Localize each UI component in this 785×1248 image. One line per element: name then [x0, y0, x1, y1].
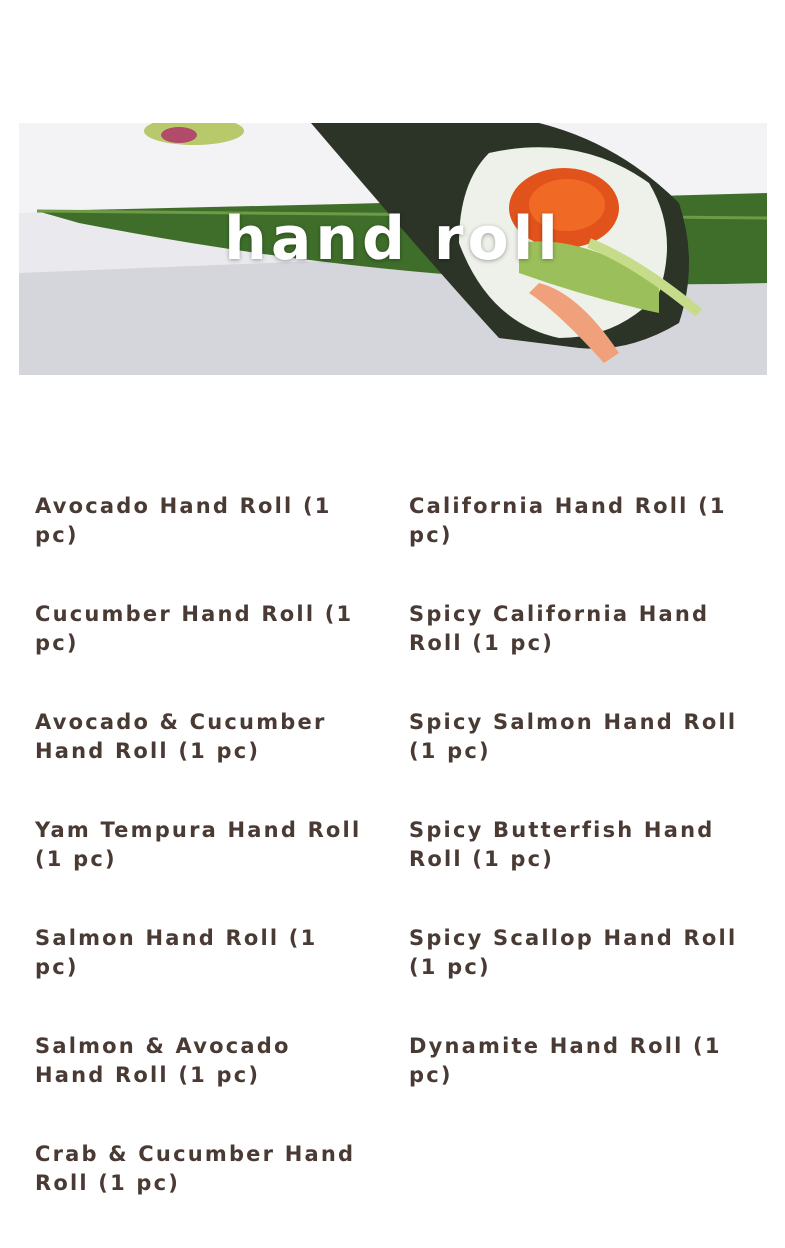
- menu-item[interactable]: Avocado Hand Roll (1 pc): [35, 494, 332, 547]
- menu-item[interactable]: Cucumber Hand Roll (1 pc): [35, 602, 354, 655]
- banner-title: hand roll: [224, 204, 562, 274]
- menu-item[interactable]: Salmon Hand Roll (1 pc): [35, 926, 318, 979]
- menu-item[interactable]: Dynamite Hand Roll (1 pc): [409, 1034, 722, 1087]
- menu-item[interactable]: Spicy Salmon Hand Roll (1 pc): [409, 710, 738, 763]
- menu-item[interactable]: Spicy Scallop Hand Roll (1 pc): [409, 926, 738, 979]
- hand-roll-banner: [19, 123, 767, 375]
- menu-item[interactable]: Crab & Cucumber Hand Roll (1 pc): [35, 1142, 356, 1195]
- menu-item[interactable]: Spicy California Hand Roll (1 pc): [409, 602, 710, 655]
- menu-item[interactable]: Spicy Butterfish Hand Roll (1 pc): [409, 818, 715, 871]
- menu-item[interactable]: Salmon & Avocado Hand Roll (1 pc): [35, 1034, 291, 1087]
- menu-item[interactable]: California Hand Roll (1 pc): [409, 494, 727, 547]
- menu-item[interactable]: Avocado & Cucumber Hand Roll (1 pc): [35, 710, 327, 763]
- menu-column-right: [409, 492, 739, 1140]
- menu-item[interactable]: Yam Tempura Hand Roll (1 pc): [35, 818, 362, 871]
- menu-column-left: [35, 492, 365, 1248]
